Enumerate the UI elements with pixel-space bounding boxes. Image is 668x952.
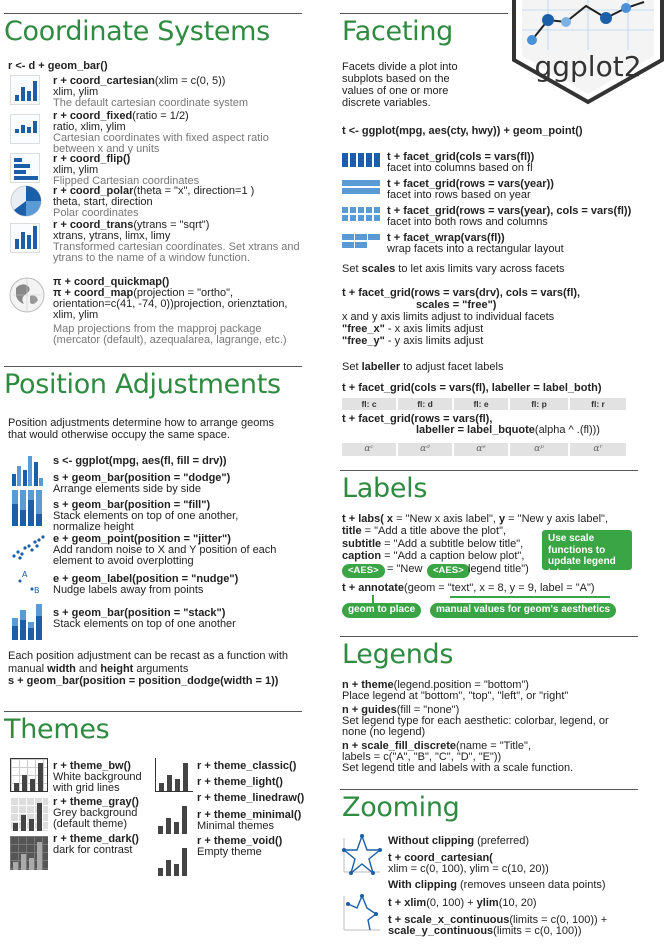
facet-labeller-pre: Set — [342, 361, 362, 373]
facet-intro-line: subplots based on the — [342, 73, 450, 86]
theme-gray-icon — [10, 797, 48, 831]
strip-label-math: αᵖ — [510, 443, 568, 456]
coord-quickmap-code: π + coord_quickmap() — [53, 276, 170, 288]
coord-trans-icon — [10, 223, 40, 253]
labs-legend-value: = "New — [387, 563, 423, 575]
connector-line — [450, 596, 610, 598]
connector-line — [372, 595, 374, 603]
theme-void-code: r + theme_void() — [197, 835, 283, 847]
pos-dodge-desc: Arrange elements side by side — [53, 483, 201, 495]
facet-rows-block — [387, 179, 554, 201]
coord-flip-desc: Flipped Cartesian coordinates — [53, 175, 200, 187]
section-rule — [340, 13, 508, 14]
facet-intro — [342, 61, 458, 109]
legend-scale-desc: Set legend title and labels with a scale function. — [342, 762, 574, 774]
pos-outro-height: height — [100, 662, 134, 675]
pos-dodge-block — [53, 473, 230, 495]
pos-outro-text: and — [75, 662, 101, 675]
facet-free-desc: x and y axis limits adjust to individual facets — [342, 311, 555, 324]
coord-map-desc: Map projections from the mapproj package — [53, 323, 262, 335]
facet-freex-keyword: "free_x" — [342, 323, 385, 336]
zoom-without-note: (preferred) — [474, 835, 530, 847]
coord-map-args-line4: xlim, ylim — [53, 309, 99, 321]
pos-outro-text: arguments — [133, 662, 189, 675]
theme-void-desc: Empty theme — [197, 846, 262, 858]
facet-grid-icon — [342, 207, 380, 221]
labs-title-value: = "Add a title above the plot", — [361, 525, 507, 538]
annotate-func: t + annotate — [342, 582, 405, 594]
legend-scale-block — [342, 741, 573, 774]
coord-map-args-line3: orientation=c(41, -74, 0))projection, orienztation, — [53, 298, 288, 310]
labs-caption: caption — [342, 549, 382, 562]
strip-label-math: αᶜ — [342, 443, 396, 456]
themes-title: Themes — [4, 714, 110, 745]
strip-label-math: αʳ — [570, 443, 626, 456]
coord-polar-args-code: (theta = "x", direction=1 ) — [133, 185, 255, 197]
coord-map-block — [53, 277, 288, 346]
coord-fixed-icon — [10, 114, 40, 144]
facet-labeller-text — [342, 362, 503, 374]
coord-polar-args: theta, start, direction — [53, 196, 153, 208]
legend-theme-args: (legend.position = "bottom") — [393, 679, 529, 691]
pos-jitter-desc2: element to avoid overplotting — [53, 555, 194, 567]
labs-legend-title: legend title") — [468, 563, 529, 575]
pos-outro-code: s + geom_bar(position = position_dodge(width = 1)) — [8, 675, 279, 688]
coord-cartesian-desc: The default cartesian coordinate system — [53, 97, 249, 109]
strip-label: fl: r — [570, 398, 626, 410]
pos-fill-block — [53, 500, 238, 533]
section-rule — [340, 636, 638, 637]
labs-code: t + labs( — [342, 513, 384, 525]
labs-y-value: = "New y axis label", — [505, 513, 609, 525]
facet-title: Faceting — [342, 16, 453, 47]
pos-fill-desc: Stack elements on top of one another, — [53, 510, 239, 522]
legend-guides-desc2: none (no legend) — [342, 726, 426, 738]
zoom-with-label: With clipping — [388, 879, 457, 891]
theme-minimal-code: r + theme_minimal() — [197, 809, 302, 821]
zoom-scale-block — [388, 915, 607, 937]
facet-labeller-keyword: labeller — [361, 361, 401, 373]
legend-guides-args: (fill = "none") — [396, 704, 460, 716]
coord-map-code: π + coord_map — [53, 287, 134, 299]
theme-gray-block — [53, 797, 139, 830]
pos-intro — [8, 417, 274, 441]
logo-text: ggplot2 — [534, 50, 642, 83]
zoom-with-clipping — [388, 880, 606, 892]
theme-light-code: r + theme_light() — [197, 776, 283, 788]
facet-scales-post: to let axis limits vary across facets — [395, 263, 565, 275]
coord-fixed-code: r + coord_fixed — [53, 110, 133, 122]
pos-stack-desc: Stack elements on top of one another — [53, 618, 236, 630]
legend-guides-block — [342, 705, 609, 738]
theme-minimal-desc: Minimal themes — [197, 820, 275, 832]
theme-gray-desc2: (default theme) — [53, 818, 127, 830]
zoom-scale-x-func: t + scale_x_continuous — [388, 914, 510, 926]
coord-cartesian-args: xlim, ylim — [53, 86, 99, 98]
legends-title: Legends — [342, 639, 454, 670]
labs-x: x — [383, 513, 394, 525]
zoom-xlim-args: (0, 100) + — [426, 897, 477, 909]
theme-linedraw-code: r + theme_linedraw() — [197, 792, 305, 804]
legend-theme-block — [342, 680, 568, 702]
manual-values-badge: manual values for geom's aesthetics — [430, 603, 616, 618]
coord-trans-args-code: (ytrans = "sqrt") — [133, 219, 210, 231]
theme-bw-block — [53, 761, 142, 794]
svg-text:B: B — [34, 586, 40, 595]
pos-outro-line1: Each position adjustment can be recast as a function with — [8, 650, 289, 662]
strip-label: fl: e — [454, 398, 508, 410]
facet-intro-line: Facets divide a plot into — [342, 61, 458, 73]
theme-dark-block — [53, 834, 139, 856]
facet-intro-line: discrete variables. — [342, 97, 431, 110]
coord-title: Coordinate Systems — [4, 16, 270, 47]
coord-fixed-block — [53, 111, 269, 155]
coord-flip-icon — [10, 153, 40, 183]
strip-label: fl: d — [398, 398, 452, 410]
coord-fixed-desc: Cartesian coordinates with fixed aspect ratio — [53, 132, 269, 144]
facet-rows-code: t + facet_grid(rows = vars(year)) — [387, 178, 554, 190]
labs-caption-value: = "Add a caption below plot", — [381, 549, 525, 562]
zoom-cartesian-args: xlim = c(0, 100), ylim = c(10, 20)) — [388, 863, 549, 875]
labs-subtitle: subtitle — [342, 537, 382, 550]
zoom-with-note: (removes unseen data points) — [456, 879, 606, 891]
theme-mini-icons — [155, 758, 193, 878]
coord-cartesian-icon — [10, 75, 40, 105]
section-rule — [340, 470, 638, 471]
theme-bw-desc2: with grid lines — [53, 782, 120, 794]
section-rule — [4, 711, 302, 712]
pos-outro-text: manual — [8, 662, 48, 675]
coord-polar-icon — [10, 185, 40, 215]
pos-intro-line2: that would otherwise occupy the same space. — [8, 429, 230, 442]
pos-stack-code: s + geom_bar(position = "stack") — [53, 607, 226, 619]
theme-dark-code: r + theme_dark() — [53, 833, 139, 845]
labs-x-value: = "New x axis label", — [393, 513, 499, 525]
zoom-without-label: Without clipping — [388, 835, 475, 847]
coord-map-desc2: (mercator (default), azequalarea, lagrange, etc.) — [53, 334, 287, 346]
facet-rows-desc: facet into rows based on year — [387, 189, 531, 201]
facet-labeller-code2 — [342, 414, 600, 436]
zoom-scale-y-args: (limits = c(0, 100)) — [493, 925, 582, 937]
coord-polar-block — [53, 186, 254, 219]
theme-right-block — [197, 761, 304, 858]
zoom-clipped-star-icon — [342, 890, 382, 936]
facet-grid-block — [387, 206, 631, 228]
pos-jitter-block — [53, 534, 276, 567]
coord-trans-block — [53, 220, 300, 264]
zoom-ylim-func: ylim — [476, 897, 499, 909]
aes-badge: <AES> — [427, 564, 470, 578]
zoom-without-clipping — [388, 836, 529, 848]
facet-wrap-code: t + facet_wrap(vars(fl)) — [387, 232, 505, 244]
pos-fill-code: s + geom_bar(position = "fill") — [53, 499, 211, 511]
facet-cols-icon — [342, 153, 380, 167]
zoom-scale-y-func: scale_y_continuous — [388, 925, 494, 937]
geom-to-place-badge: geom to place — [342, 603, 421, 618]
ggplot2-logo — [508, 0, 668, 120]
coord-polar-code: r + coord_polar — [53, 185, 134, 197]
legend-scale-code: n + scale_fill_discrete — [342, 740, 457, 752]
theme-minimal-icon — [155, 800, 193, 834]
facet-wrap-block — [387, 233, 564, 255]
coord-trans-desc2: ytrans to the name of a window function. — [53, 252, 250, 264]
labels-title: Labels — [342, 473, 428, 504]
coord-cartesian-block — [53, 76, 248, 109]
zoom-cartesian-block — [388, 853, 549, 875]
facet-intro-line: values of one or more — [342, 85, 449, 98]
zoom-cartesian-code: t + coord_cartesian( — [388, 852, 493, 864]
theme-bw-code: r + theme_bw() — [53, 760, 131, 772]
coord-flip-code: r + coord_flip() — [53, 153, 131, 165]
annotate-args: (geom = "text", x = 8, y = 9, label = "A") — [404, 582, 595, 594]
facet-rows-icon — [342, 180, 380, 194]
legend-theme-desc: Place legend at "bottom", "top", "left", or "right" — [342, 690, 569, 702]
coord-map-args-code: (projection = "ortho", — [133, 287, 234, 299]
facet-labeller-code2-args: (alpha ^ .(fl))) — [534, 424, 600, 436]
zoom-star-icon — [342, 832, 382, 878]
pos-stack-block — [53, 608, 236, 630]
labs-y: y — [499, 513, 506, 525]
coord-fixed-args: ratio, xlim, ylim — [53, 121, 126, 133]
pos-intro-line1: Position adjustments determine how to arrange geoms — [8, 417, 274, 429]
theme-bw-desc: White background — [53, 771, 142, 783]
globe-map-icon — [8, 276, 46, 314]
coord-trans-args: xtrans, ytrans, limx, limy — [53, 230, 171, 242]
legend-scale-args2: labels = c("A", "B", "C", "D", "E")) — [342, 751, 502, 763]
zoom-xlim-code — [388, 898, 537, 910]
facet-init-code: t <- ggplot(mpg, aes(cty, hwy)) + geom_point() — [342, 125, 583, 137]
facet-scales-text — [342, 264, 565, 276]
facet-labeller-post: to adjust facet labels — [400, 361, 504, 373]
dodge-bar-icon — [10, 450, 48, 486]
svg-text:A: A — [22, 570, 28, 579]
labs-subtitle-value: = "Add a subtitle below title", — [381, 537, 524, 550]
theme-void-icon — [155, 842, 193, 876]
legend-guides-desc: Set legend type for each aesthetic: colorbar, legend, or — [342, 715, 609, 727]
theme-gray-desc: Grey background — [53, 807, 138, 819]
fill-bar-icon — [10, 490, 48, 526]
facet-scales-pre: Set — [342, 263, 362, 275]
scale-functions-note: Use scale functions to update legend labels — [542, 530, 632, 570]
theme-classic-code: r + theme_classic() — [197, 760, 297, 772]
coord-flip-args: xlim, ylim — [53, 164, 99, 176]
pos-title: Position Adjustments — [4, 369, 281, 400]
strip-label-math: αᵉ — [454, 443, 508, 456]
facet-labeller-code2-line1: t + facet_grid(rows = vars(fl), — [342, 413, 493, 425]
aes-badge: <AES> — [342, 564, 385, 578]
facet-labeller-code2-func: labeller = label_bquote — [416, 424, 535, 436]
theme-dark-desc: dark for contrast — [53, 844, 133, 856]
strip-label: fl: c — [342, 398, 396, 410]
pos-nudge-desc: Nudge labels away from points — [53, 584, 204, 596]
facet-cols-code: t + facet_grid(cols = vars(fl)) — [387, 151, 535, 163]
facet-wrap-desc: wrap facets into a rectangular layout — [387, 243, 564, 255]
pos-fill-desc2: normalize height — [53, 521, 134, 533]
section-rule — [340, 789, 638, 790]
facet-freey-keyword: "free_y" — [342, 335, 385, 348]
facet-freey-desc: - y axis limits adjust — [384, 335, 484, 348]
labs-title: title — [342, 525, 362, 538]
facet-freex-desc: - x axis limits adjust — [384, 323, 484, 336]
coord-cartesian-args-code: (xlim = c(0, 5)) — [154, 75, 226, 87]
coord-init-code: r <- d + geom_bar() — [8, 60, 108, 72]
section-rule — [4, 366, 302, 367]
zoom-ylim-args: (10, 20) — [498, 897, 537, 909]
pos-init-code: s <- ggplot(mpg, aes(fl, fill = drv)) — [53, 455, 227, 467]
pos-outro — [8, 650, 288, 688]
theme-gray-code: r + theme_gray() — [53, 796, 139, 808]
theme-classic-icon — [155, 758, 193, 792]
pos-jitter-desc: Add random noise to X and Y position of each — [53, 544, 277, 556]
nudge-label-icon — [14, 569, 44, 597]
coord-fixed-desc2: between x and y units — [53, 143, 160, 155]
section-rule — [4, 13, 302, 14]
zoom-xlim-func: t + xlim — [388, 897, 427, 909]
coord-polar-desc: Polar coordinates — [53, 207, 139, 219]
strip-label: fl: p — [510, 398, 568, 410]
pos-outro-width: width — [47, 662, 76, 675]
jitter-points-icon — [10, 532, 48, 562]
theme-bw-icon — [10, 758, 48, 792]
facet-cols-desc: facet into columns based on fl — [387, 162, 533, 174]
pos-dodge-code: s + geom_bar(position = "dodge") — [53, 472, 231, 484]
coord-trans-desc: Transformed cartesian coordinates. Set xtrans and — [53, 241, 300, 253]
coord-trans-code: r + coord_trans — [53, 219, 134, 231]
coord-fixed-args-code: (ratio = 1/2) — [132, 110, 189, 122]
facet-scales-keyword: scales — [361, 263, 396, 275]
legend-guides-code: n + guides — [342, 704, 397, 716]
strip-label-math: αᵈ — [398, 443, 452, 456]
facet-grid-desc: facet into both rows and columns — [387, 216, 548, 228]
facet-labeller-code1: t + facet_grid(cols = vars(fl), labeller = label_both) — [342, 382, 602, 394]
pos-nudge-block — [53, 574, 238, 596]
coord-flip-block — [53, 154, 199, 187]
theme-dark-icon — [10, 836, 48, 870]
zoom-scale-x-args: (limits = c(0, 100)) + — [509, 914, 608, 926]
legend-scale-args: (name = "Title", — [456, 740, 532, 752]
pos-jitter-code: e + geom_point(position = "jitter") — [53, 533, 231, 545]
stack-bar-icon — [10, 604, 48, 640]
facet-free-code2: scales = "free") — [416, 299, 497, 312]
zoom-title: Zooming — [342, 792, 460, 823]
legend-theme-code: n + theme — [342, 679, 394, 691]
facet-grid-code: t + facet_grid(rows = vars(year), cols = vars(fl)) — [387, 205, 632, 217]
pos-nudge-code: e + geom_label(position = "nudge") — [53, 573, 239, 585]
coord-cartesian-code: r + coord_cartesian — [53, 75, 155, 87]
facet-cols-block — [387, 152, 534, 174]
facet-free-code: t + facet_grid(rows = vars(drv), cols = vars(fl), — [342, 287, 581, 299]
annotate-code — [342, 583, 595, 595]
facet-free-block — [342, 287, 580, 347]
facet-wrap-icon — [342, 234, 380, 248]
